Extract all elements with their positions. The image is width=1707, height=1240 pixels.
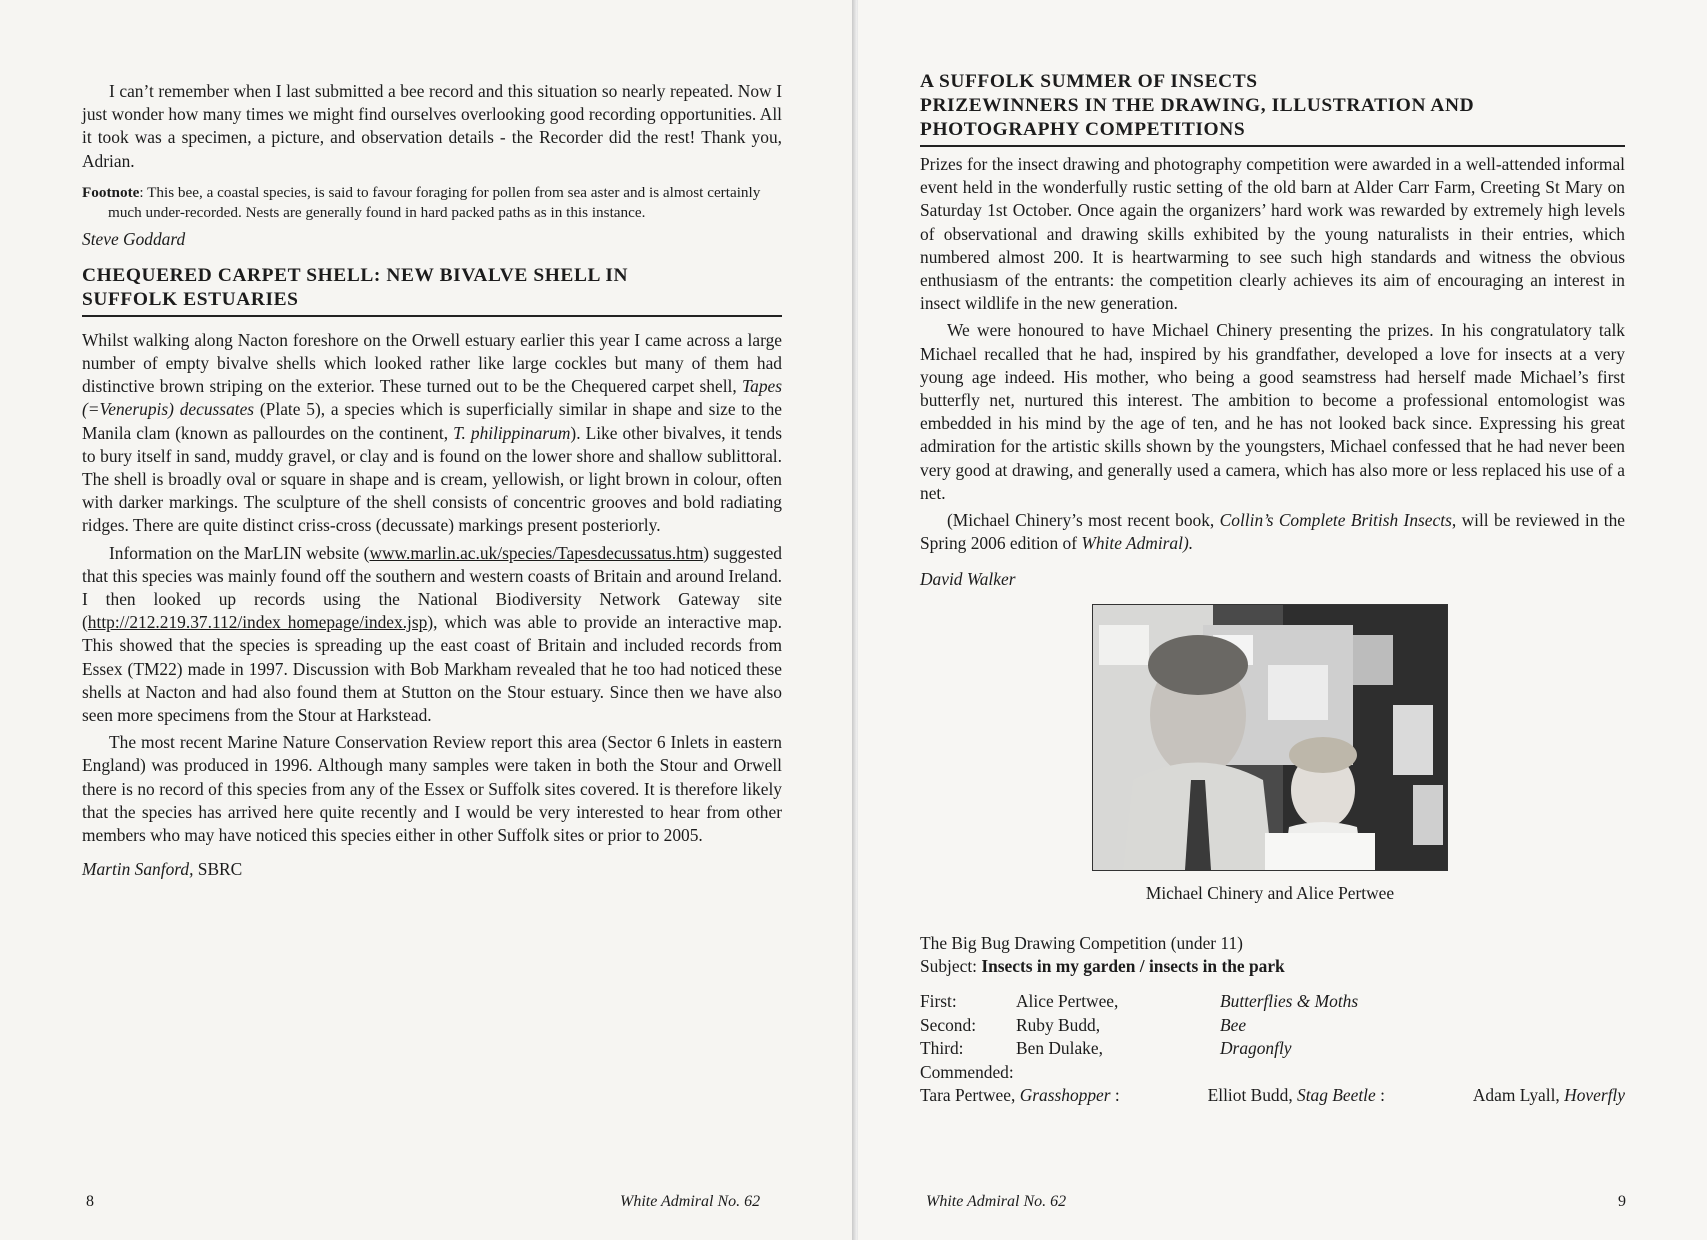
page-number-left: 8 — [86, 1193, 94, 1210]
commended-insect: Stag Beetle — [1297, 1085, 1376, 1106]
p1-text-a: Whilst walking along Nacton foreshore on the Orwell estuary earlier this year I came across a large number of empty bivalve shells which looked rather like large cockles but many of them had distinctive brown striping on the exterior. These turned out to be the Chequered carpet shell, — [82, 329, 782, 397]
winner-name: Ben Dulake, — [1016, 1038, 1103, 1059]
page-number-right: 9 — [1618, 1193, 1626, 1210]
winner-insect: Butterflies & Moths — [1220, 991, 1359, 1012]
carpet-shell-paragraph-1 — [82, 329, 782, 538]
bee-record-paragraph: I can’t remember when I last submitted a bee record and this situation so nearly repeated. Now I just wonder how many times we might find ourselves overlooking good recording opportunities. All it took was a specimen, a picture, and observation details - the Recorder did the rest! Thank you, Adrian. — [82, 81, 782, 171]
heading-line-1: A SUFFOLK SUMMER OF INSECTS — [920, 71, 1258, 92]
p1-text-b: (Plate 5), a species which is superficially similar in shape and size to the Manila clam (known as pallourdes on the continent, — [82, 399, 782, 443]
winner-insect: Dragonfly — [1220, 1038, 1292, 1059]
winner-position: First: — [920, 991, 957, 1012]
article-heading-carpet-shell — [82, 264, 782, 317]
species-name-2: T. philippinarum — [453, 422, 571, 443]
photo-caption: Michael Chinery and Alice Pertwee — [1145, 883, 1395, 904]
p3-text-a: (Michael Chinery’s most recent book, — [947, 510, 1220, 531]
nbn-gateway-link[interactable]: http://212.219.37.112/index homepage/index.jsp — [87, 612, 428, 633]
footnote-text: : This bee, a coastal species, is said to favour foraging for pollen from sea aster and is almost certainly much under-recorded. Nests are generally found in hard packed paths as in this instance. — [108, 183, 761, 221]
right-page — [858, 0, 1707, 1240]
author-steve-goddard: Steve Goddard — [82, 228, 186, 249]
insects-paragraph-1: Prizes for the insect drawing and photography competition were awarded in a well-attended informal event held in the wonderfully rustic setting of the old barn at Alder Carr Farm, Creeting St Mary on Saturday 1st October. Once again the organizers’ hard work was rewarded by extremely high levels of observational and drawing skills exhibited by the young naturalists in their entries, which numbered almost 200. It is heartwarming to see such high standards and witness the obvious enthusiasm of the entrants: the competition clearly achieves its aim of encouraging an interest in insect wildlife in the new generation. — [920, 154, 1625, 314]
p2-text-b: ) suggested that this species was mainly found off the southern and western coasts of Britain and around Ireland. I then looked up records using the National Biodiversity Network Gateway site ( — [82, 542, 782, 633]
heading-line-2: SUFFOLK ESTUARIES — [82, 288, 299, 310]
p1-text-c: ). Like other bivalves, it tends to bury itself in sand, muddy gravel, or clay and is found on the lower shore and shallow sublittoral. The shell is broadly oval or square in shape and is cream, yellowish, or light brown in colour, often with darker markings. The sculpture of the shell consists of concentric grooves and bold radiating ridges. There are quite distinct criss-cross (decussate) markings present posteriorly. — [82, 422, 782, 536]
footnote-label: Footnote — [82, 183, 140, 201]
commended-entry — [1208, 1084, 1385, 1108]
heading-line-2: PRIZEWINNERS IN THE DRAWING, ILLUSTRATION AND — [920, 95, 1475, 116]
commended-insect: Hoverfly — [1564, 1085, 1625, 1106]
magazine-title: White Admiral). — [1081, 533, 1194, 554]
separator: : — [1110, 1085, 1120, 1106]
author-martin-sanford — [82, 859, 782, 880]
running-head-right: White Admiral No. 62 — [926, 1193, 1067, 1210]
winner-position: Third: — [920, 1038, 964, 1059]
author-org: SBRC — [193, 859, 243, 880]
commended-insect: Grasshopper — [1019, 1085, 1111, 1106]
carpet-shell-paragraph-2 — [82, 542, 782, 728]
author-david-walker: David Walker — [920, 569, 1016, 590]
photo-figure — [1092, 604, 1448, 904]
right-column — [920, 70, 1625, 1108]
heading-line-1: CHEQUERED CARPET SHELL: NEW BIVALVE SHELL IN — [82, 264, 629, 286]
separator: : — [1375, 1085, 1385, 1106]
winner-position: Second: — [920, 1014, 977, 1035]
insects-paragraph-2: We were honoured to have Michael Chinery presenting the prizes. In his congratulatory talk Michael recalled that he had, inspired by his grandfather, developed a love for insects at a very young age indeed. His mother, who being a good seamstress had herself made Michael’s first butterfly net, nurtured this interest. The ambition to become a professional entomologist was embedded in his mind by the age of ten, and he has not looked back since. Expressing his great admiration for the artistic skills shown by the youngsters, Michael confessed that he had never been very good at drawing, and generally used a camera, which has also more or less replaced his use of a net. — [920, 320, 1625, 503]
competition-info — [920, 932, 1625, 978]
winner-row — [920, 1037, 1625, 1061]
commended-entry — [920, 1084, 1120, 1108]
winner-name: Ruby Budd, — [1016, 1014, 1101, 1035]
competition-subject — [920, 955, 1625, 978]
photo-image — [1093, 605, 1447, 870]
heading-line-3: PHOTOGRAPHY COMPETITIONS — [920, 119, 1246, 140]
insects-paragraph-3 — [920, 509, 1625, 555]
p2-text-a: Information on the MarLIN website ( — [109, 542, 370, 563]
commended-name: Adam Lyall, — [1472, 1085, 1565, 1106]
left-column — [82, 80, 782, 880]
winners-list — [920, 990, 1625, 1108]
winner-row — [920, 1014, 1625, 1038]
prize-photo — [1092, 604, 1448, 871]
competition-title: The Big Bug Drawing Competition (under 11) — [920, 933, 1243, 954]
book-title: Collin’s Complete British Insects — [1219, 510, 1452, 531]
winner-row — [920, 990, 1625, 1014]
commended-name: Tara Pertwee, — [920, 1085, 1020, 1106]
p2-text-c: ), which was able to provide an interactive map. This showed that the species is spreading up the east coast of Britain and included records from Essex (TM22) made in 1997. Discussion with Bob Markham revealed that he too had noticed these shells at Nacton and had also found them at Stutton on the Stour estuary. Since then we have also seen more specimens from the Stour at Harkstead. — [82, 612, 782, 726]
subject-value: Insects in my garden / insects in the park — [981, 956, 1285, 977]
commended-entry — [1473, 1084, 1625, 1108]
footnote — [82, 183, 782, 223]
p3-text-b: , will be reviewed in the Spring 2006 edition of — [920, 510, 1626, 554]
commended-list — [920, 1084, 1625, 1108]
marlin-link[interactable]: www.marlin.ac.uk/species/Tapesdecussatus.htm — [369, 542, 704, 563]
article-heading-insects — [920, 70, 1625, 147]
winner-insect: Bee — [1220, 1014, 1247, 1035]
winner-name: Alice Pertwee, — [1016, 991, 1119, 1012]
carpet-shell-paragraph-3: The most recent Marine Nature Conservation Review report this area (Sector 6 Inlets in eastern England) was produced in 1996. Although many samples were taken in both the Stour and Orwell there is no record of this species from any of the Essex or Suffolk sites covered. It is therefore likely that the species has arrived here quite recently and I would be very interested to hear from other members who may have noticed this species either in other Suffolk sites or prior to 2005. — [82, 732, 782, 846]
subject-label: Subject: — [920, 956, 982, 977]
running-head-left: White Admiral No. 62 — [620, 1193, 761, 1210]
author-name: Martin Sanford, — [82, 859, 194, 880]
species-name: Tapes (=Venerupis) decussates — [82, 376, 782, 420]
commended-label: Commended: — [920, 1061, 1014, 1082]
commended-name: Elliot Budd, — [1207, 1085, 1298, 1106]
